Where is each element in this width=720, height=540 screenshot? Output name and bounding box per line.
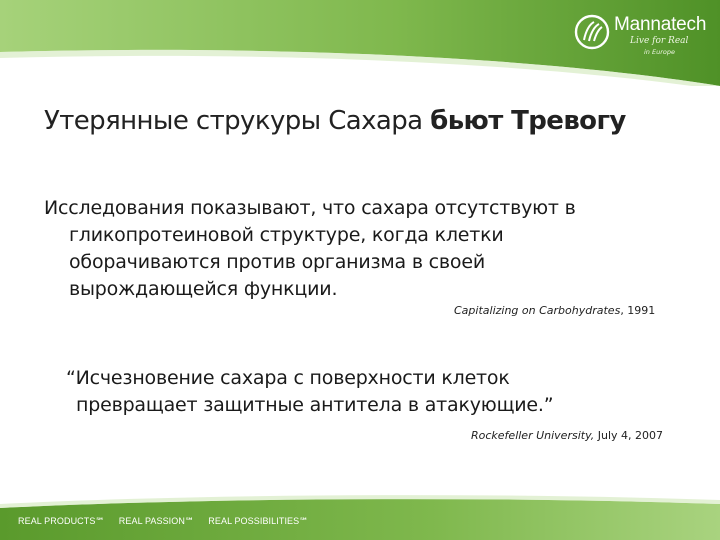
footer-item: REAL POSSIBILITIES℠ xyxy=(208,516,309,526)
footer-item: REAL PASSION℠ xyxy=(118,516,195,526)
paragraph-line: гликопротеиновой структуре, когда клетки xyxy=(69,224,504,246)
logo-tagline: Live for Real xyxy=(630,36,689,46)
logo-region: in Europe xyxy=(644,48,675,56)
body-paragraph xyxy=(44,195,684,303)
slide-title xyxy=(44,106,626,136)
paragraph-line: вырождающейся функции. xyxy=(69,278,338,300)
title-regular: Утерянные струкуры Сахара xyxy=(44,106,431,136)
paragraph-line: Исследования показывают, что сахара отсутствуют в xyxy=(44,197,576,219)
footer-item: REAL PRODUCTS℠ xyxy=(18,516,105,526)
citation-2 xyxy=(471,429,663,442)
citation-2-source: Rockefeller University, xyxy=(471,429,595,442)
title-bold: бьют Тревогу xyxy=(430,106,626,136)
citation-1-source: Capitalizing on Carbohydrates xyxy=(454,304,621,317)
citation-2-date: July 4, 2007 xyxy=(594,429,663,442)
quote-line: “Исчезновение сахара с поверхности клеток xyxy=(66,367,510,389)
footer-slogans xyxy=(18,516,323,527)
citation-1 xyxy=(454,304,655,317)
footer-band xyxy=(0,490,720,540)
mannatech-logo xyxy=(572,10,712,62)
quote-block xyxy=(66,365,686,419)
quote-line: превращает защитные антитела в атакующие.” xyxy=(76,394,554,416)
paragraph-line: оборачиваются против организма в своей xyxy=(69,251,485,273)
citation-1-year: , 1991 xyxy=(620,304,656,317)
logo-brand: Mannatech xyxy=(614,14,707,35)
logo-mark-icon xyxy=(572,12,612,52)
